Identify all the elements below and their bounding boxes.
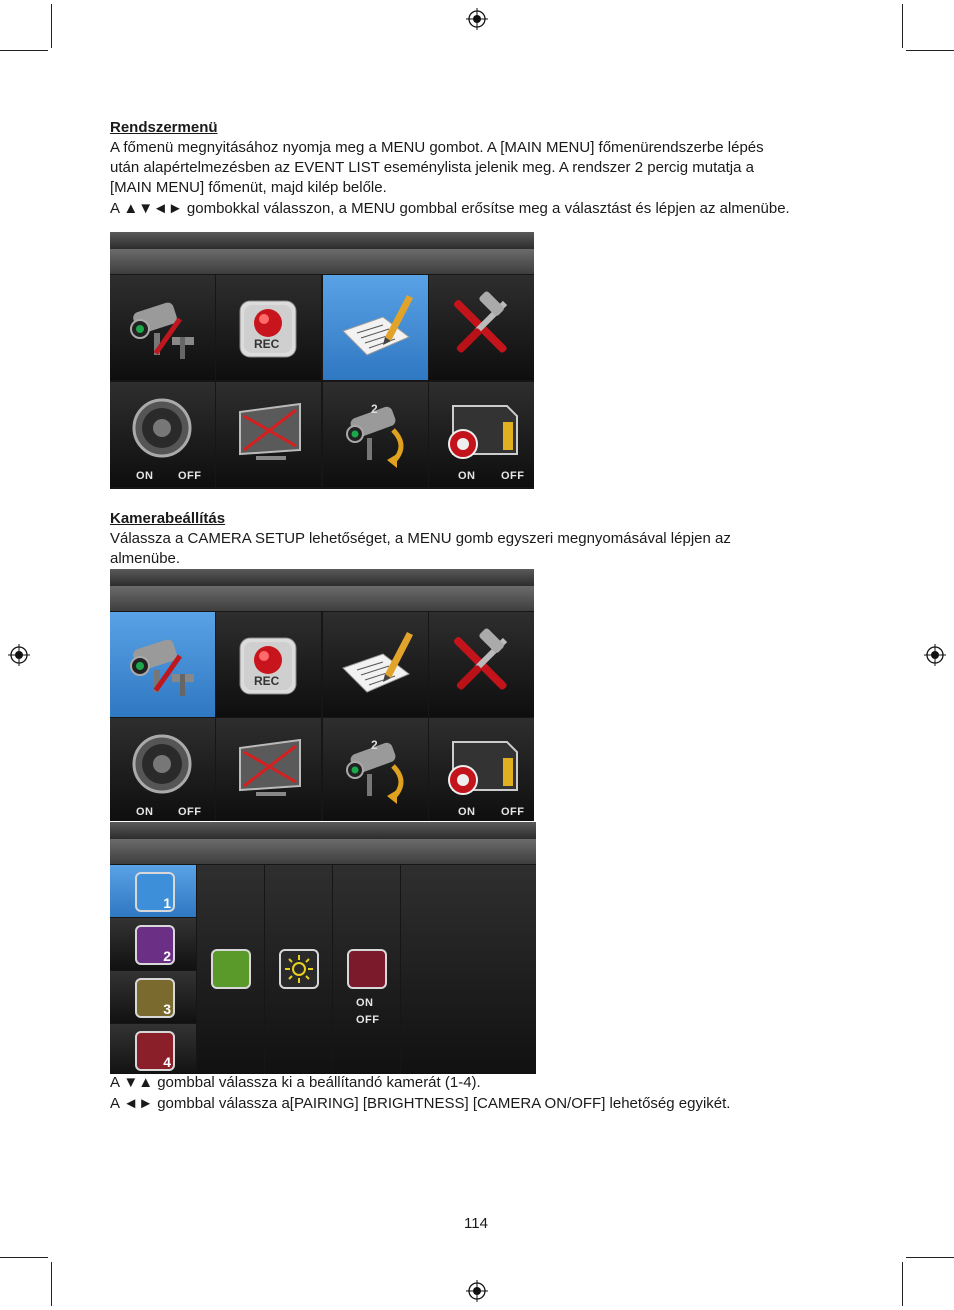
camera-badge-icon bbox=[135, 925, 175, 965]
off-label: OFF bbox=[178, 806, 202, 818]
paragraph-line: Válassza a CAMERA SETUP lehetőséget, a MENU gomb egyszeri megnyomásával lépjen az bbox=[110, 530, 731, 547]
tools-icon bbox=[429, 612, 534, 717]
on-label: ON bbox=[136, 470, 154, 482]
empty-column bbox=[401, 865, 536, 1074]
screen-titlebar bbox=[110, 569, 534, 586]
on-label: ON bbox=[458, 470, 476, 482]
crop-mark bbox=[0, 1257, 48, 1258]
pairing-column[interactable] bbox=[197, 865, 264, 1074]
off-label: OFF bbox=[356, 1014, 380, 1026]
camera-scan-icon bbox=[323, 382, 428, 487]
tile-camera-scan[interactable] bbox=[323, 382, 428, 487]
tile-event-list[interactable] bbox=[323, 275, 428, 380]
camera-number: 3 bbox=[163, 1001, 171, 1017]
crop-mark bbox=[51, 4, 52, 48]
crop-mark bbox=[902, 1262, 903, 1306]
camera-setup-icon bbox=[110, 275, 215, 380]
sun-icon bbox=[281, 951, 317, 987]
on-label: ON bbox=[458, 806, 476, 818]
event-list-icon bbox=[323, 275, 428, 380]
camera-power-icon bbox=[347, 949, 387, 989]
tile-sound[interactable] bbox=[110, 718, 215, 821]
camera-on-off-column[interactable] bbox=[333, 865, 400, 1074]
record-icon bbox=[216, 275, 321, 380]
registration-mark-icon bbox=[8, 644, 30, 666]
paragraph-line: almenübe. bbox=[110, 550, 181, 567]
record-icon bbox=[216, 612, 321, 717]
camera-number-label: 2 bbox=[371, 738, 378, 752]
screen-headerbar bbox=[110, 839, 536, 864]
tile-event-list[interactable] bbox=[323, 612, 428, 717]
pairing-icon bbox=[211, 949, 251, 989]
camera-row-1[interactable] bbox=[110, 865, 196, 917]
camera-number: 2 bbox=[163, 948, 171, 964]
brightness-column[interactable] bbox=[265, 865, 332, 1074]
tile-camera-setup[interactable] bbox=[110, 275, 215, 380]
tile-record[interactable] bbox=[216, 275, 321, 380]
tile-record[interactable] bbox=[216, 612, 321, 717]
camera-number: 4 bbox=[163, 1054, 171, 1070]
crop-mark bbox=[51, 1262, 52, 1306]
rec-label: REC bbox=[254, 337, 280, 351]
instruction-line: A ◄► gombbal válassza a[PAIRING] [BRIGHTNESS] [CAMERA ON/OFF] lehetőség egyikét. bbox=[110, 1095, 731, 1112]
camera-row-4[interactable] bbox=[110, 1024, 196, 1074]
instruction-line: A ▼▲ gombbal válassza ki a beállítandó kamerát (1-4). bbox=[110, 1074, 481, 1091]
display-off-icon bbox=[216, 382, 321, 487]
off-label: OFF bbox=[178, 470, 202, 482]
screen-titlebar bbox=[110, 232, 534, 249]
registration-mark-icon bbox=[466, 8, 488, 30]
camera-badge-icon bbox=[135, 872, 175, 912]
crop-mark bbox=[0, 50, 48, 51]
tile-system-settings[interactable] bbox=[429, 612, 534, 717]
camera-row-3[interactable] bbox=[110, 971, 196, 1023]
tile-sd-card[interactable] bbox=[429, 382, 534, 487]
paragraph-line: A ▲▼◄► gombokkal válasszon, a MENU gombbal erősítse meg a választást és lépjen az almenübe. bbox=[110, 200, 790, 217]
camera-scan-icon bbox=[323, 718, 428, 821]
tile-sd-card[interactable] bbox=[429, 718, 534, 821]
tile-sound[interactable] bbox=[110, 382, 215, 487]
camera-setup-screen bbox=[110, 822, 536, 1074]
on-label: ON bbox=[356, 997, 374, 1009]
off-label: OFF bbox=[501, 806, 525, 818]
tile-camera-setup[interactable] bbox=[110, 612, 215, 717]
off-label: OFF bbox=[501, 470, 525, 482]
camera-number: 1 bbox=[163, 895, 171, 911]
paragraph-line: [MAIN MENU] főmenüt, majd kilép belőle. bbox=[110, 179, 387, 196]
screen-headerbar bbox=[110, 586, 534, 611]
camera-badge-icon bbox=[135, 1031, 175, 1071]
camera-badge-icon bbox=[135, 978, 175, 1018]
camera-setup-icon bbox=[110, 612, 215, 717]
screen-titlebar bbox=[110, 822, 536, 839]
crop-mark bbox=[906, 1257, 954, 1258]
page-number: 114 bbox=[464, 1215, 488, 1232]
main-menu-screen-2 bbox=[110, 569, 534, 821]
on-label: ON bbox=[136, 806, 154, 818]
tile-screen-off[interactable] bbox=[216, 718, 321, 821]
crop-mark bbox=[902, 4, 903, 48]
camera-row-2[interactable] bbox=[110, 918, 196, 970]
tile-system-settings[interactable] bbox=[429, 275, 534, 380]
tile-camera-scan[interactable] bbox=[323, 718, 428, 821]
camera-number-label: 2 bbox=[371, 402, 378, 416]
paragraph-line: A főmenü megnyitásához nyomja meg a MENU gombot. A [MAIN MENU] főmenürendszerbe lépés bbox=[110, 139, 764, 156]
section-heading-camera-setup: Kamerabeállítás bbox=[110, 510, 226, 527]
registration-mark-icon bbox=[924, 644, 946, 666]
screen-headerbar bbox=[110, 249, 534, 274]
tile-screen-off[interactable] bbox=[216, 382, 321, 487]
event-list-icon bbox=[323, 612, 428, 717]
main-menu-screen-1 bbox=[110, 232, 534, 489]
crop-mark bbox=[906, 50, 954, 51]
paragraph-line: után alapértelmezésben az EVENT LIST eseménylista jelenik meg. A rendszer 2 percig mutatja a bbox=[110, 159, 754, 176]
rec-label: REC bbox=[254, 674, 280, 688]
section-heading-system-menu: Rendszermenü bbox=[110, 119, 218, 136]
brightness-icon bbox=[279, 949, 319, 989]
tools-icon bbox=[429, 275, 534, 380]
display-off-icon bbox=[216, 718, 321, 821]
registration-mark-icon bbox=[466, 1280, 488, 1302]
